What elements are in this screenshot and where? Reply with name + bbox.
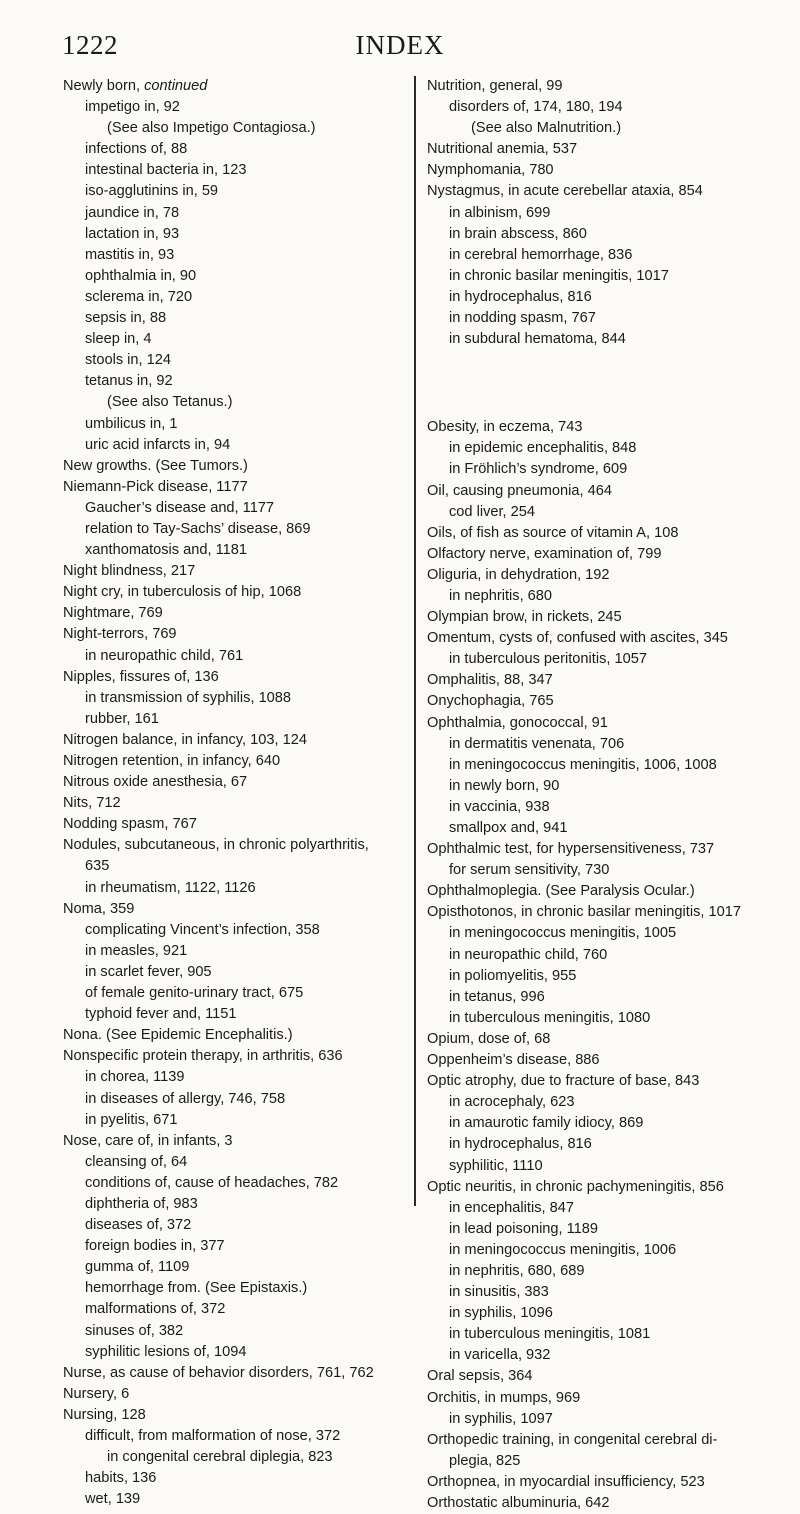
entry-text: plegia, 825 — [449, 1452, 521, 1469]
index-column-left — [63, 76, 408, 1510]
index-subentry — [63, 962, 408, 983]
entry-text: diseases of, 372 — [85, 1217, 192, 1234]
entry-text: Orthopedic training, in congenital cerebral di- — [427, 1431, 718, 1448]
entry-text: in amaurotic family idiocy, 869 — [449, 1115, 644, 1132]
entry-text: gumma of, 1109 — [85, 1259, 190, 1276]
index-subentry — [427, 987, 782, 1008]
index-subentry — [427, 923, 782, 944]
entry-text: 635 — [85, 858, 110, 875]
entry-text: Ophthalmia, gonococcal, 91 — [427, 714, 608, 731]
index-entry — [427, 1029, 782, 1050]
entry-text: Noma, 359 — [63, 900, 135, 917]
entry-text: Oliguria, in dehydration, 192 — [427, 566, 610, 583]
index-subentry — [63, 1067, 408, 1088]
index-subentry — [63, 1321, 408, 1342]
index-subentry — [427, 734, 782, 755]
index-entry — [63, 899, 408, 920]
entry-text: foreign bodies in, 377 — [85, 1238, 225, 1255]
entry-text: in albinism, 699 — [449, 204, 551, 221]
index-subentry — [427, 755, 782, 776]
index-entry — [427, 565, 782, 586]
entry-text: in tuberculous meningitis, 1080 — [449, 1009, 651, 1026]
index-entry — [63, 835, 408, 856]
entry-text: habits, 136 — [85, 1470, 157, 1487]
index-subentry — [63, 878, 408, 899]
entry-text: in poliomyelitis, 955 — [449, 967, 577, 984]
index-subentry — [427, 1134, 782, 1155]
entry-text: Nodules, subcutaneous, in chronic polyarthritis, — [63, 837, 369, 854]
index-subentry — [427, 266, 782, 287]
index-subentry — [63, 414, 408, 435]
index-subentry — [427, 118, 782, 139]
index-entry — [63, 76, 408, 97]
index-entry — [427, 881, 782, 902]
entry-text: in scarlet fever, 905 — [85, 963, 212, 980]
entry-text: Nose, care of, in infants, 3 — [63, 1132, 233, 1149]
index-subentry — [427, 1219, 782, 1240]
index-subentry — [427, 1261, 782, 1282]
index-subentry — [63, 1173, 408, 1194]
entry-text: in vaccinia, 938 — [449, 798, 550, 815]
entry-text: Night cry, in tuberculosis of hip, 1068 — [63, 584, 302, 601]
index-subentry — [63, 646, 408, 667]
entry-text: diphtheria of, 983 — [85, 1195, 198, 1212]
entry-text: in syphilis, 1096 — [449, 1305, 553, 1322]
entry-text: in meningococcus meningitis, 1006, 1008 — [449, 756, 717, 773]
index-entry — [427, 76, 782, 97]
index-subentry — [63, 920, 408, 941]
index-entry — [63, 1025, 408, 1046]
entry-text: Nitrous oxide anesthesia, 67 — [63, 774, 248, 791]
entry-text: Gaucher’s disease and, 1177 — [85, 499, 275, 516]
entry-text: iso-agglutinins in, 59 — [85, 183, 219, 200]
index-entry — [427, 1071, 782, 1092]
index-subentry — [63, 1299, 408, 1320]
entry-text: in meningococcus meningitis, 1005 — [449, 925, 677, 942]
entry-text: disorders of, 174, 180, 194 — [449, 99, 623, 116]
entry-text: Nymphomania, 780 — [427, 162, 554, 179]
index-subentry — [63, 266, 408, 287]
entry-text: Omentum, cysts of, confused with ascites, 345 — [427, 630, 728, 647]
entry-text: stools in, 124 — [85, 352, 171, 369]
entry-text: in diseases of allergy, 746, 758 — [85, 1090, 286, 1107]
entry-text: intestinal bacteria in, 123 — [85, 162, 247, 179]
letter-group-gap — [427, 350, 782, 417]
index-subentry — [427, 438, 782, 459]
page-number: 1222 — [62, 30, 118, 60]
index-entry — [63, 456, 408, 477]
entry-text: Nutrition, general, 99 — [427, 78, 563, 94]
index-subentry — [63, 1215, 408, 1236]
entry-text: Nightmare, 769 — [63, 605, 163, 622]
entry-text: (See also Impetigo Contagiosa.) — [107, 120, 316, 137]
index-subentry — [63, 1194, 408, 1215]
index-subentry — [63, 709, 408, 730]
index-subentry — [63, 1426, 408, 1447]
entry-text: Nutritional anemia, 537 — [427, 141, 578, 158]
entry-text: Optic atrophy, due to fracture of base, 843 — [427, 1073, 700, 1090]
index-entry — [63, 772, 408, 793]
index-entry — [427, 417, 782, 438]
index-entry — [427, 691, 782, 712]
index-subentry — [427, 308, 782, 329]
entry-text: in pyelitis, 671 — [85, 1111, 178, 1128]
index-subentry — [63, 329, 408, 350]
entry-text: xanthomatosis and, 1181 — [85, 542, 247, 559]
column-divider — [414, 76, 416, 1206]
index-entry — [63, 730, 408, 751]
entry-text: Optic neuritis, in chronic pachymeningitis, 856 — [427, 1178, 724, 1195]
index-subentry — [63, 350, 408, 371]
index-subentry — [63, 118, 408, 139]
entry-text: sepsis in, 88 — [85, 310, 167, 327]
entry-text: in tuberculous meningitis, 1081 — [449, 1326, 651, 1343]
index-subentry — [427, 245, 782, 266]
index-entry — [63, 814, 408, 835]
index-subentry — [427, 1156, 782, 1177]
entry-text: Opisthotonos, in chronic basilar meningitis, 1017 — [427, 904, 741, 921]
entry-text: Night blindness, 217 — [63, 563, 196, 580]
index-entry — [427, 1472, 782, 1493]
entry-text: in chorea, 1139 — [85, 1069, 185, 1086]
index-entry — [427, 160, 782, 181]
entry-text: smallpox and, 941 — [449, 820, 568, 836]
index-subentry — [63, 97, 408, 118]
entry-text: of female genito-urinary tract, 675 — [85, 985, 304, 1002]
entry-text: in meningococcus meningitis, 1006 — [449, 1241, 677, 1258]
entry-text: relation to Tay-Sachs’ disease, 869 — [85, 520, 311, 537]
entry-text: in nephritis, 680 — [449, 587, 553, 604]
index-entry — [427, 607, 782, 628]
index-entry — [427, 839, 782, 860]
index-subentry — [427, 1451, 782, 1472]
index-subentry — [63, 688, 408, 709]
index-subentry — [63, 287, 408, 308]
entry-text: Orthostatic albuminuria, 642 — [427, 1495, 610, 1511]
entry-continued-label: continued — [144, 78, 208, 94]
index-entry — [63, 793, 408, 814]
entry-text: Nursing, 128 — [63, 1406, 146, 1423]
index-subentry — [427, 966, 782, 987]
entry-text: conditions of, cause of headaches, 782 — [85, 1174, 339, 1191]
index-subentry — [63, 1236, 408, 1257]
index-subentry — [63, 181, 408, 202]
entry-text: in Fröhlich’s syndrome, 609 — [449, 461, 628, 478]
entry-text: in neuropathic child, 761 — [85, 647, 244, 664]
entry-text: Nipples, fissures of, 136 — [63, 668, 219, 685]
entry-text: syphilitic, 1110 — [449, 1157, 543, 1174]
index-entry — [63, 667, 408, 688]
index-subentry — [427, 502, 782, 523]
index-entry — [427, 1493, 782, 1514]
entry-text: in measles, 921 — [85, 942, 188, 959]
entry-text: Newly born, — [63, 78, 145, 94]
entry-text: lactation in, 93 — [85, 225, 180, 242]
index-subentry — [63, 203, 408, 224]
entry-text: Oils, of fish as source of vitamin A, 108 — [427, 524, 679, 541]
index-subentry — [427, 1240, 782, 1261]
entry-text: in brain abscess, 860 — [449, 225, 587, 242]
index-subentry — [427, 945, 782, 966]
entry-text: Obesity, in eczema, 743 — [427, 419, 583, 436]
index-subentry — [63, 941, 408, 962]
entry-text: impetigo in, 92 — [85, 99, 180, 116]
entry-text: Olfactory nerve, examination of, 799 — [427, 545, 662, 562]
index-subentry — [427, 329, 782, 350]
entry-text: jaundice in, 78 — [85, 204, 180, 221]
index-entry — [427, 181, 782, 202]
entry-text: malformations of, 372 — [85, 1301, 226, 1318]
entry-text: Oil, causing pneumonia, 464 — [427, 482, 612, 499]
entry-text: Nitrogen retention, in infancy, 640 — [63, 753, 281, 769]
index-subentry — [427, 1409, 782, 1430]
entry-text: Orchitis, in mumps, 969 — [427, 1389, 581, 1406]
entry-text: mastitis in, 93 — [85, 246, 175, 263]
index-entry — [63, 477, 408, 498]
entry-text: in chronic basilar meningitis, 1017 — [449, 267, 669, 284]
entry-text: sinuses of, 382 — [85, 1322, 184, 1339]
index-subentry — [427, 1092, 782, 1113]
entry-text: in lead poisoning, 1189 — [449, 1220, 599, 1237]
index-subentry — [427, 287, 782, 308]
index-subentry — [427, 224, 782, 245]
index-entry — [427, 1050, 782, 1071]
entry-text: Onychophagia, 765 — [427, 693, 554, 710]
index-subentry — [63, 1152, 408, 1173]
entry-text: New growths. (See Tumors.) — [63, 457, 248, 474]
entry-text: in epidemic encephalitis, 848 — [449, 440, 637, 457]
index-entry — [63, 603, 408, 624]
entry-text: Orthopnea, in myocardial insufficiency, 523 — [427, 1473, 705, 1490]
entry-text: Ophthalmic test, for hypersensitiveness, 737 — [427, 841, 715, 858]
index-subentry — [63, 1447, 408, 1468]
entry-text: (See also Malnutrition.) — [471, 120, 622, 137]
index-subentry — [63, 308, 408, 329]
index-subentry — [63, 856, 408, 877]
entry-text: Nystagmus, in acute cerebellar ataxia, 854 — [427, 183, 703, 200]
entry-text: typhoid fever and, 1151 — [85, 1006, 237, 1023]
entry-text: in acrocephaly, 623 — [449, 1094, 575, 1111]
entry-text: umbilicus in, 1 — [85, 415, 178, 432]
index-subentry — [427, 1282, 782, 1303]
index-entry — [63, 751, 408, 772]
index-subentry — [427, 649, 782, 670]
index-group-o — [427, 417, 782, 1514]
entry-text: cod liver, 254 — [449, 503, 535, 520]
entry-text: rubber, 161 — [85, 710, 159, 727]
index-subentry — [63, 435, 408, 456]
entry-text: complicating Vincent’s infection, 358 — [85, 921, 320, 938]
entry-text: in cerebral hemorrhage, 836 — [449, 246, 633, 263]
index-entry — [427, 523, 782, 544]
index-entry — [427, 1388, 782, 1409]
entry-text: in neuropathic child, 760 — [449, 946, 608, 963]
index-subentry — [63, 1004, 408, 1025]
entry-text: in dermatitis venenata, 706 — [449, 735, 625, 752]
entry-text: in encephalitis, 847 — [449, 1199, 574, 1216]
entry-text: cleansing of, 64 — [85, 1153, 188, 1170]
index-subentry — [427, 1324, 782, 1345]
entry-text: uric acid infarcts in, 94 — [85, 436, 231, 453]
index-entry — [63, 1405, 408, 1426]
index-subentry — [63, 1110, 408, 1131]
index-subentry — [427, 586, 782, 607]
entry-text: wet, 139 — [85, 1491, 141, 1508]
entry-text: Nitrogen balance, in infancy, 103, 124 — [63, 731, 307, 748]
entry-text: Omphalitis, 88, 347 — [427, 672, 553, 689]
index-subentry — [63, 160, 408, 181]
index-entry — [427, 628, 782, 649]
entry-text: in rheumatism, 1122, 1126 — [85, 879, 256, 896]
entry-text: in nephritis, 680, 689 — [449, 1262, 585, 1279]
entry-text: in varicella, 932 — [449, 1347, 551, 1364]
entry-text: Nursery, 6 — [63, 1385, 130, 1402]
entry-text: (See also Tetanus.) — [107, 394, 233, 411]
index-subentry — [63, 498, 408, 519]
index-subentry — [63, 139, 408, 160]
index-subentry — [427, 97, 782, 118]
index-subentry — [63, 540, 408, 561]
entry-text: in hydrocephalus, 816 — [449, 1136, 592, 1153]
entry-text: for serum sensitivity, 730 — [449, 862, 610, 879]
entry-text: Oppenheim’s disease, 886 — [427, 1052, 600, 1069]
entry-text: in sinusitis, 383 — [449, 1284, 549, 1301]
entry-text: Niemann-Pick disease, 1177 — [63, 478, 248, 495]
index-subentry — [63, 1489, 408, 1510]
index-entry — [427, 139, 782, 160]
entry-text: Ophthalmoplegia. (See Paralysis Ocular.) — [427, 883, 695, 900]
index-entry — [63, 582, 408, 603]
entry-text: Nonspecific protein therapy, in arthritis, 636 — [63, 1048, 343, 1065]
entry-text: in newly born, 90 — [449, 777, 560, 794]
index-group-n — [427, 76, 782, 350]
index-subentry — [63, 392, 408, 413]
index-entry — [427, 670, 782, 691]
index-entry — [63, 1046, 408, 1067]
index-subentry — [427, 1303, 782, 1324]
entry-text: Nits, 712 — [63, 795, 121, 812]
index-subentry — [427, 818, 782, 839]
entry-text: sleep in, 4 — [85, 331, 152, 348]
index-subentry — [63, 1342, 408, 1363]
entry-text: Opium, dose of, 68 — [427, 1030, 551, 1047]
index-subentry — [63, 1257, 408, 1278]
index-subentry — [427, 1345, 782, 1366]
index-subentry — [63, 519, 408, 540]
index-entry — [427, 713, 782, 734]
index-entry — [63, 561, 408, 582]
index-subentry — [63, 1089, 408, 1110]
entry-text: Nurse, as cause of behavior disorders, 761, 762 — [63, 1364, 374, 1381]
index-subentry — [63, 371, 408, 392]
index-subentry — [63, 245, 408, 266]
entry-text: Nodding spasm, 767 — [63, 816, 197, 833]
index-entry — [63, 1131, 408, 1152]
index-subentry — [427, 776, 782, 797]
entry-text: Oral sepsis, 364 — [427, 1368, 533, 1385]
entry-text: in nodding spasm, 767 — [449, 310, 596, 327]
index-subentry — [427, 1113, 782, 1134]
entry-text: in tuberculous peritonitis, 1057 — [449, 651, 647, 668]
entry-text: in hydrocephalus, 816 — [449, 288, 592, 305]
entry-text: syphilitic lesions of, 1094 — [85, 1343, 247, 1360]
index-entry — [63, 624, 408, 645]
index-subentry — [427, 1008, 782, 1029]
entry-text: tetanus in, 92 — [85, 373, 173, 390]
index-column-right — [427, 76, 782, 1514]
entry-text: infections of, 88 — [85, 141, 188, 158]
index-entry — [427, 1366, 782, 1387]
index-subentry — [63, 224, 408, 245]
index-entry — [63, 1384, 408, 1405]
entry-text: in tetanus, 996 — [449, 988, 545, 1005]
entry-text: in congenital cerebral diplegia, 823 — [107, 1449, 333, 1466]
entry-text: in transmission of syphilis, 1088 — [85, 689, 292, 706]
index-subentry — [427, 860, 782, 881]
index-subentry — [427, 459, 782, 480]
entry-text: Nona. (See Epidemic Encephalitis.) — [63, 1027, 293, 1044]
index-subentry — [63, 1278, 408, 1299]
entry-text: Olympian brow, in rickets, 245 — [427, 609, 622, 626]
index-entry — [427, 544, 782, 565]
index-entry — [427, 481, 782, 502]
index-subentry — [427, 203, 782, 224]
index-entry — [427, 1177, 782, 1198]
index-entry — [63, 1363, 408, 1384]
index-subentry — [63, 1468, 408, 1489]
index-entry — [427, 1430, 782, 1451]
index-subentry — [427, 1198, 782, 1219]
index-subentry — [427, 797, 782, 818]
entry-text: difficult, from malformation of nose, 372 — [85, 1428, 341, 1444]
page-title: INDEX — [355, 30, 445, 60]
entry-text: in syphilis, 1097 — [449, 1410, 553, 1427]
entry-text: ophthalmia in, 90 — [85, 267, 197, 284]
entry-text: Night-terrors, 769 — [63, 626, 177, 643]
index-entry — [427, 902, 782, 923]
entry-text: hemorrhage from. (See Epistaxis.) — [85, 1280, 308, 1297]
entry-text: in subdural hematoma, 844 — [449, 331, 626, 348]
entry-text: sclerema in, 720 — [85, 288, 193, 305]
index-subentry — [63, 983, 408, 1004]
